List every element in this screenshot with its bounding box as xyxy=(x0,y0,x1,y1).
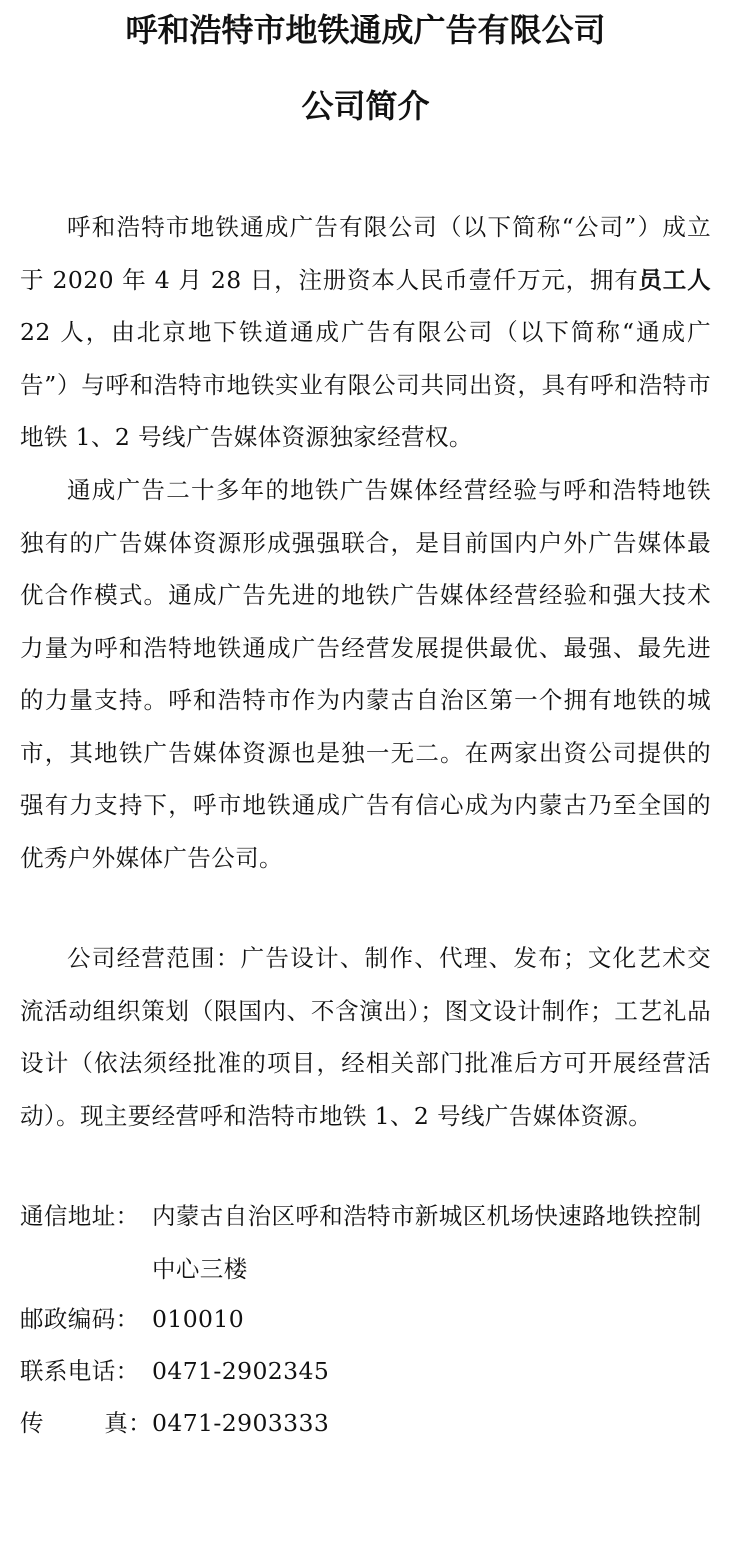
intro-paragraph-1-lead: 呼和浩特市地铁通成广告有限公司（以下简称“公司”）成立于 2020 年 4 月 28 日，注册资本人民币壹仟万元，拥有 xyxy=(20,213,711,294)
postal-code-label: 邮政编码： xyxy=(20,1305,140,1333)
contact-fax-row xyxy=(20,1397,711,1450)
contact-address-row xyxy=(20,1190,711,1295)
intro-paragraph-2: 通成广告二十多年的地铁广告媒体经营经验与呼和浩特地铁独有的广告媒体资源形成强强联合，是目前国内户外广告媒体最优合作模式。通成广告先进的地铁广告媒体经营经验和强大技术力量为呼和浩特地铁通成广告经营发展提供最优、最强、最先进的力量支持。呼和浩特市作为内蒙古自治区第一个拥有地铁的城市，其地铁广告媒体资源也是独一无二。在两家出资公司提供的强有力支持下，呼市地铁通成广告有信心成为内蒙古乃至全国的优秀户外媒体广告公司。 xyxy=(20,476,711,872)
contact-postal-row xyxy=(20,1293,711,1346)
company-title: 呼和浩特市地铁通成广告有限公司 xyxy=(125,11,606,49)
intro-paragraph-1-tail: 22 人，由北京地下铁道通成广告有限公司（以下简称“通成广告”）与呼和浩特市地铁实业有限公司共同出资，具有呼和浩特市地铁 1、2 号线广告媒体资源独家经营权。 xyxy=(20,318,711,451)
address-label: 通信地址： xyxy=(20,1202,140,1230)
fax-label-char-1: 传 xyxy=(20,1409,44,1437)
fax-label-char-2: 真： xyxy=(104,1409,152,1437)
contact-phone-row xyxy=(20,1345,711,1398)
intro-paragraph-1 xyxy=(20,201,711,464)
fax-value: 0471-2903333 xyxy=(152,1409,330,1437)
fax-label xyxy=(20,1397,152,1450)
document-subtitle: 公司简介 xyxy=(301,87,430,125)
phone-label: 联系电话： xyxy=(20,1357,140,1385)
staff-label: 员工人 xyxy=(638,265,711,294)
address-value: 内蒙古自治区呼和浩特市新城区机场快速路地铁控制中心三楼 xyxy=(152,1202,702,1283)
business-scope-paragraph: 公司经营范围：广告设计、制作、代理、发布；文化艺术交流活动组织策划（限国内、不含演出）；图文设计制作；工艺礼品设计（依法须经批准的项目，经相关部门批准后方可开展经营活动）。现主要经营呼和浩特市地铁 1、2 号线广告媒体资源。 xyxy=(20,944,711,1130)
phone-value: 0471-2902345 xyxy=(152,1357,330,1385)
postal-code-value: 010010 xyxy=(152,1305,245,1333)
